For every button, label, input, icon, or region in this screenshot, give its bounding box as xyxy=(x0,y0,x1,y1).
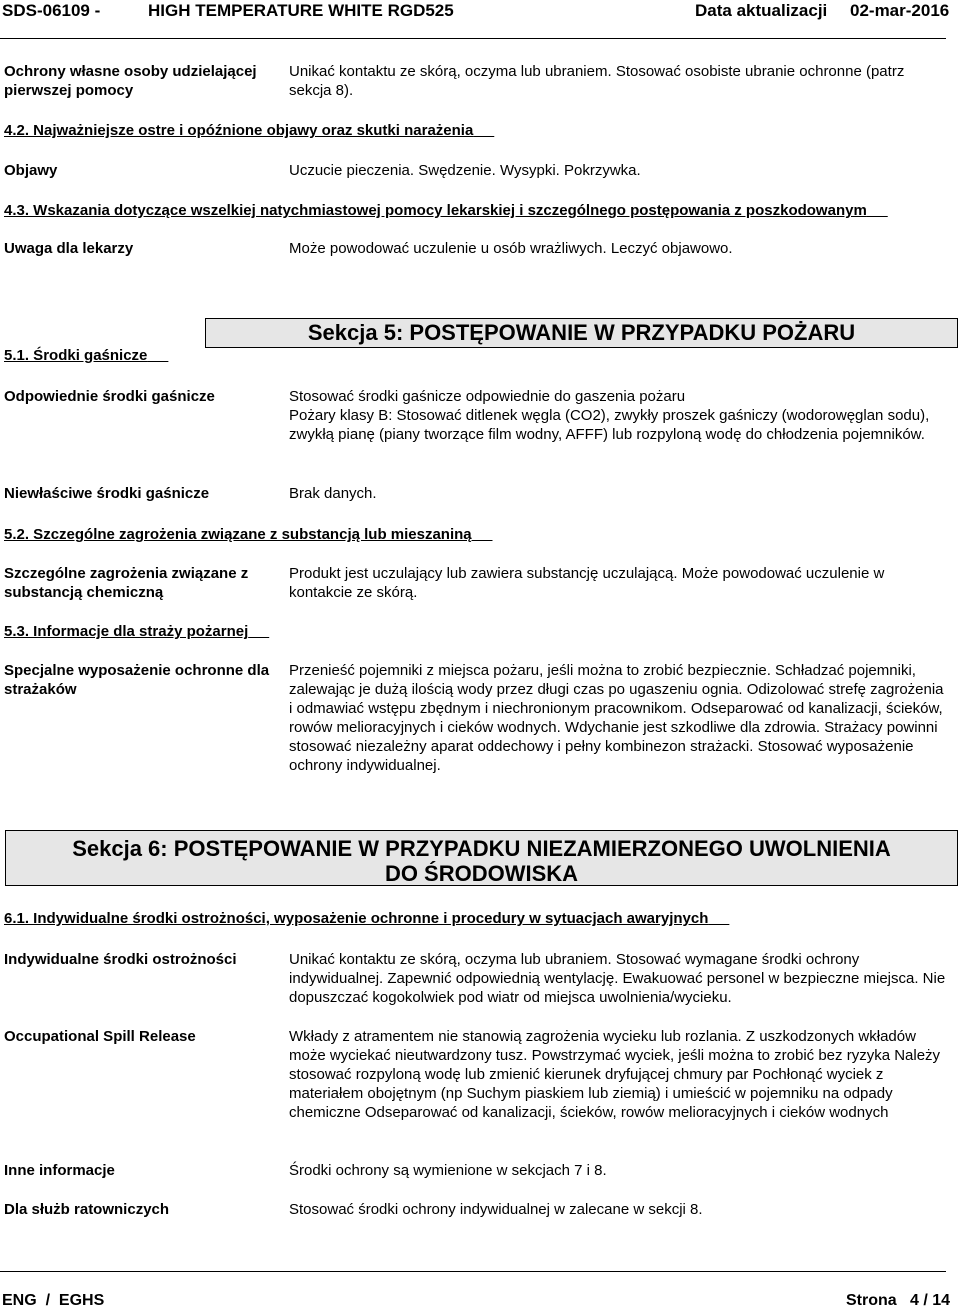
suitable-extinguishing-line-2: Pożary klasy B: Stosować ditlenek węgla (CO2), zwykły proszek gaśniczy (wodorowęglan sodu), zwykłą pianę (piany tworzące film wodny, AFFF) lub rozpyloną wodę do chłodzenia pojemników. xyxy=(289,407,930,443)
occupational-spill-value: Wkłady z atramentem nie stanowią zagrożenia wycieku lub rozlania. Z uszkodzonych wkładów może wyciekać nieutwardzony tusz. Powstrzymać wyciek, jeśli można to zrobić bez ryzyka Należy stosować rozpyloną wodę lub zmienić kierunek dryfującej chmury par Pochłonąć wyciek z materiałem obojętnym (np Suchym piaskiem lub ziemią) i umieścić w pojemniku na odpady chemiczne Odseparować od kanalizacji, ścieków, rowów melioracyjnych i cieków wodnych xyxy=(289,1028,941,1121)
subsection-6-1-heading: 6.1. Indywidualne środki ostrożności, wyposażenie ochronne i procedury w sytuacjach awaryjnych xyxy=(4,910,709,927)
header-product-name: HIGH TEMPERATURE WHITE RGD525 xyxy=(148,1,454,20)
personal-precautions-value: Unikać kontaktu ze skórą, oczyma lub ubraniem. Stosować wymagane środki ochrony indywidualnej. Zapewnić odpowiednią wentylację. Ewakuować personel w bezpieczne miejsca. Nie dopuszczać kogokolwiek pod wiatr od miejsca uwolnienia/wycieku. xyxy=(289,951,946,1006)
suitable-extinguishing-label: Odpowiednie środki gaśnicze xyxy=(4,388,215,405)
section-5-title-box xyxy=(205,318,958,348)
section-6-title-box xyxy=(5,830,958,886)
symptoms-label: Objawy xyxy=(4,162,58,179)
footer-region-format: ENG / EGHS xyxy=(2,1292,105,1309)
unsuitable-extinguishing-value: Brak danych. xyxy=(289,485,377,502)
firefighter-ppe-value: Przenieść pojemniki z miejsca pożaru, jeśli można to zrobić bezpiecznie. Schładzać pojemniki, zalewając je dużą ilością wody przez długi czas po ugaszeniu ognia. Odizolować strefę zagrożenia i odmawiać wstępu zbędnym i niechronionym pracownikom. Odseparować od kanalizacji, ścieków, rowów melioracyjnych i cieków wodnych. Wdychanie jest szkodliwe dla zdrowia. Strażacy powinni stosować niezależny aparat oddechowy i pełny kombinezon strażacki. Stosować wyposażenie ochrony indywidualnej. xyxy=(289,662,944,774)
special-hazards-value: Produkt jest uczulający lub zawiera substancję uczulającą. Może powodować uczulenie w kontakcie ze skórą. xyxy=(289,565,885,601)
symptoms-value: Uczucie pieczenia. Swędzenie. Wysypki. Pokrzywka. xyxy=(289,162,641,179)
footer-page-label: Strona xyxy=(846,1292,897,1309)
subsection-5-1-heading: 5.1. Środki gaśnicze xyxy=(4,347,148,364)
header-rule xyxy=(0,38,946,39)
first-aid-protection-value: Unikać kontaktu ze skórą, oczyma lub ubraniem. Stosować osobiste ubranie ochronne (patrz sekcja 8). xyxy=(289,63,905,99)
other-information-label: Inne informacje xyxy=(4,1162,115,1179)
emergency-responders-value: Stosować środki ochrony indywidualnej w zalecane w sekcji 8. xyxy=(289,1201,703,1218)
subsection-5-3-heading: 5.3. Informacje dla straży pożarnej xyxy=(4,623,249,640)
header-doc-id: SDS-06109 - xyxy=(2,1,101,20)
emergency-responders-label: Dla służb ratowniczych xyxy=(4,1201,170,1218)
suitable-extinguishing-line-1: Stosować środki gaśnicze odpowiednie do gaszenia pożaru xyxy=(289,388,686,405)
firefighter-ppe-label: Specjalne wyposażenie ochronne dla strażaków xyxy=(4,662,270,698)
suitable-extinguishing-value xyxy=(289,387,954,444)
unsuitable-extinguishing-label: Niewłaściwe środki gaśnicze xyxy=(4,485,210,502)
personal-precautions-label: Indywidualne środki ostrożności xyxy=(4,951,237,968)
section-5-title: Sekcja 5: POSTĘPOWANIE W PRZYPADKU POŻARU xyxy=(307,320,856,345)
occupational-spill-label: Occupational Spill Release xyxy=(4,1028,196,1045)
header-date-label: Data aktualizacji xyxy=(695,1,828,20)
doctor-note-value: Może powodować uczulenie u osób wrażliwych. Leczyć objawowo. xyxy=(289,240,733,257)
first-aid-protection-label: Ochrony własne osoby udzielającej pierwszej pomocy xyxy=(4,63,257,99)
doctor-note-label: Uwaga dla lekarzy xyxy=(4,240,134,257)
footer-rule xyxy=(0,1271,946,1272)
subsection-4-2-heading: 4.2. Najważniejsze ostre i opóźnione objawy oraz skutki narażenia xyxy=(4,122,474,139)
header-date-value: 02-mar-2016 xyxy=(850,1,950,20)
footer-page-number: 4 / 14 xyxy=(910,1292,951,1309)
other-information-value: Środki ochrony są wymienione w sekcjach 7 i 8. xyxy=(289,1162,607,1179)
special-hazards-label: Szczególne zagrożenia związane z substancją chemiczną xyxy=(4,565,249,601)
section-6-title: Sekcja 6: POSTĘPOWANIE W PRZYPADKU NIEZAMIERZONEGO UWOLNIENIA DO ŚRODOWISKA xyxy=(72,836,891,886)
subsection-5-2-heading: 5.2. Szczególne zagrożenia związane z substancją lub mieszaniną xyxy=(4,526,472,543)
subsection-4-3-heading: 4.3. Wskazania dotyczące wszelkiej natychmiastowej pomocy lekarskiej i szczególnego postępowania z poszkodowanym xyxy=(4,202,867,219)
